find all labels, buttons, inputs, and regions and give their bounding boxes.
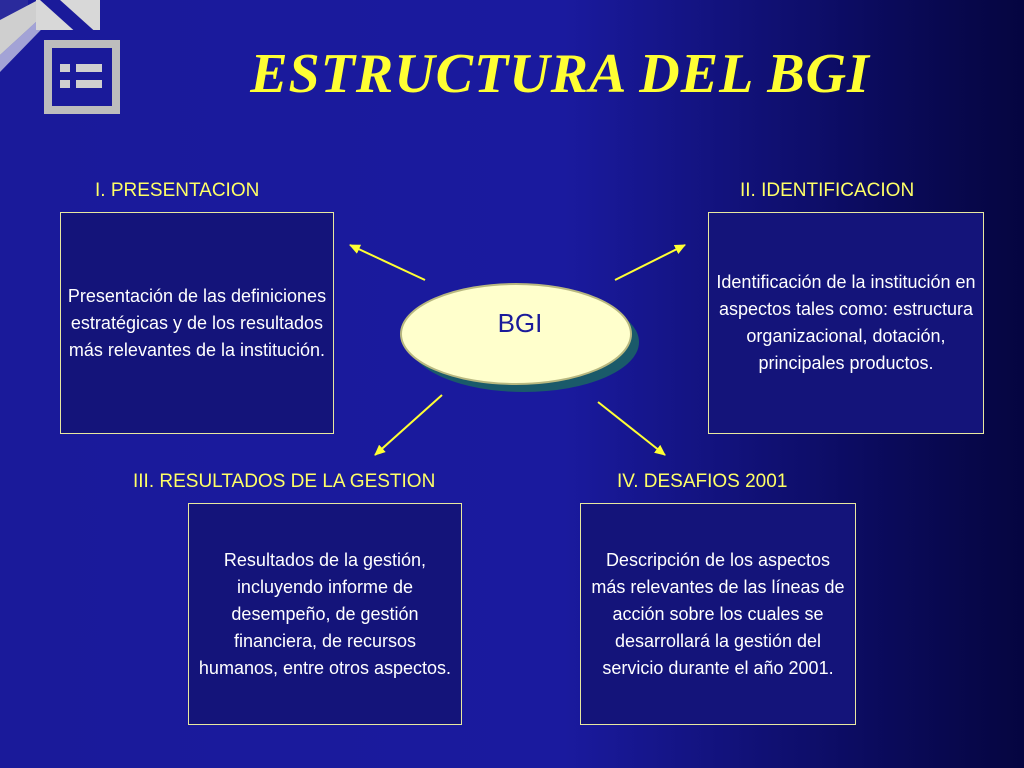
slide-title: ESTRUCTURA DEL BGI <box>250 43 870 105</box>
heading-desafios: IV. DESAFIOS 2001 <box>617 471 788 492</box>
box-resultados: Resultados de la gestión, incluyendo informe de desempeño, de gestión financiera, de recursos humanos, entre otros aspectos. <box>188 503 462 725</box>
heading-presentacion: I. PRESENTACION <box>95 180 260 201</box>
heading-resultados: III. RESULTADOS DE LA GESTION <box>133 471 436 492</box>
box-identificacion: Identificación de la institución en aspectos tales como: estructura organizacional, dotación, principales productos. <box>708 212 984 434</box>
box-presentacion: Presentación de las definiciones estratégicas y de los resultados más relevantes de la institución. <box>60 212 334 434</box>
arrow-to-presentacion <box>350 245 425 280</box>
box-desafios: Descripción de los aspectos más relevantes de las líneas de acción sobre los cuales se desarrollará la gestión del servicio durante el año 2001. <box>580 503 856 725</box>
arrow-to-desafios <box>598 402 665 455</box>
arrow-to-resultados <box>375 395 442 455</box>
heading-identificacion: II. IDENTIFICACION <box>740 180 915 201</box>
center-label: BGI <box>497 308 543 338</box>
arrow-to-identificacion <box>615 245 685 280</box>
